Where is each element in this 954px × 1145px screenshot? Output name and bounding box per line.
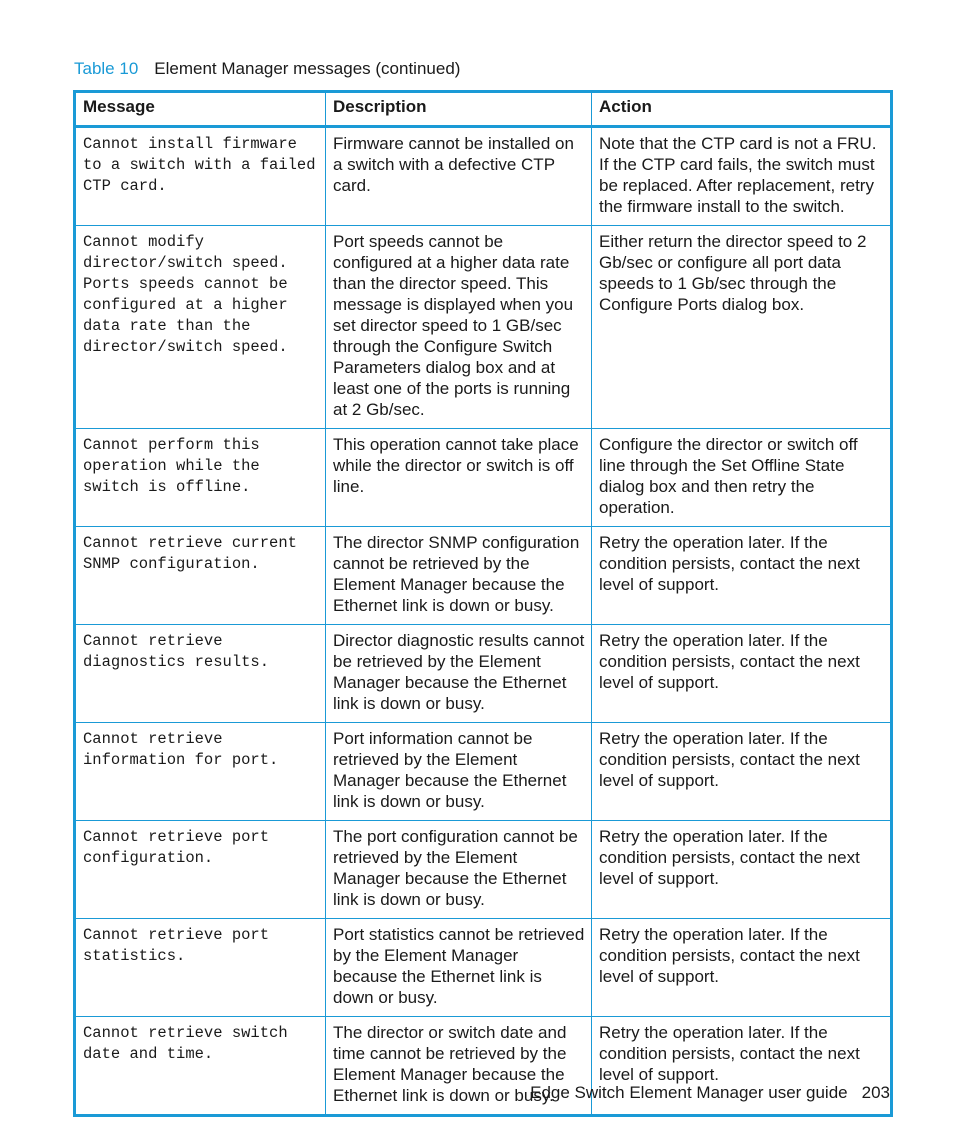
- message-cell: Cannot install firmware to a switch with a failed CTP card.: [75, 127, 326, 226]
- description-cell: Port speeds cannot be configured at a higher data rate than the director speed. This message is displayed when you set director speed to 1 GB/sec through the Configure Switch Parameters dialog box and at least one of the ports is running at 2 Gb/sec.: [326, 226, 592, 429]
- action-cell: Either return the director speed to 2 Gb/sec or configure all port data speeds to 1 Gb/sec through the Configure Ports dialog box.: [592, 226, 892, 429]
- message-cell: Cannot perform this operation while the switch is offline.: [75, 429, 326, 527]
- table-title: Element Manager messages (continued): [154, 59, 461, 78]
- header-message: Message: [75, 92, 326, 127]
- description-cell: The director SNMP configuration cannot be retrieved by the Element Manager because the Ethernet link is down or busy.: [326, 527, 592, 625]
- table-caption: [74, 58, 460, 80]
- description-cell: Port statistics cannot be retrieved by the Element Manager because the Ethernet link is down or busy.: [326, 919, 592, 1017]
- message-cell: Cannot retrieve information for port.: [75, 723, 326, 821]
- description-cell: This operation cannot take place while the director or switch is off line.: [326, 429, 592, 527]
- table-row: [75, 723, 892, 821]
- action-cell: Retry the operation later. If the condition persists, contact the next level of support.: [592, 919, 892, 1017]
- action-cell: Retry the operation later. If the condition persists, contact the next level of support.: [592, 821, 892, 919]
- table-header-row: [75, 92, 892, 127]
- page-footer: [530, 1082, 890, 1104]
- table-row: [75, 625, 892, 723]
- table-row: [75, 919, 892, 1017]
- table-row: [75, 527, 892, 625]
- action-cell: Note that the CTP card is not a FRU. If the CTP card fails, the switch must be replaced. After replacement, retry the firmware install to the switch.: [592, 127, 892, 226]
- description-cell: Port information cannot be retrieved by the Element Manager because the Ethernet link is down or busy.: [326, 723, 592, 821]
- description-cell: Firmware cannot be installed on a switch with a defective CTP card.: [326, 127, 592, 226]
- message-cell: Cannot retrieve diagnostics results.: [75, 625, 326, 723]
- table-number: Table 10: [74, 59, 139, 78]
- table-row: [75, 821, 892, 919]
- message-cell: Cannot retrieve switch date and time.: [75, 1017, 326, 1116]
- messages-table: [73, 90, 893, 1117]
- table-row: [75, 226, 892, 429]
- table-row: [75, 127, 892, 226]
- action-cell: Retry the operation later. If the condition persists, contact the next level of support.: [592, 1017, 892, 1116]
- action-cell: Retry the operation later. If the condition persists, contact the next level of support.: [592, 527, 892, 625]
- action-cell: Configure the director or switch off line through the Set Offline State dialog box and then retry the operation.: [592, 429, 892, 527]
- header-action: Action: [592, 92, 892, 127]
- description-cell: The port configuration cannot be retrieved by the Element Manager because the Ethernet link is down or busy.: [326, 821, 592, 919]
- description-cell: The director or switch date and time cannot be retrieved by the Element Manager because the Ethernet link is down or busy.: [326, 1017, 592, 1116]
- description-cell: Director diagnostic results cannot be retrieved by the Element Manager because the Ethernet link is down or busy.: [326, 625, 592, 723]
- header-description: Description: [326, 92, 592, 127]
- messages-table-container: [73, 90, 890, 1117]
- message-cell: Cannot retrieve current SNMP configuration.: [75, 527, 326, 625]
- table-row: [75, 429, 892, 527]
- action-cell: Retry the operation later. If the condition persists, contact the next level of support.: [592, 625, 892, 723]
- message-cell: Cannot retrieve port configuration.: [75, 821, 326, 919]
- guide-title: Edge Switch Element Manager user guide: [530, 1083, 848, 1102]
- message-cell: Cannot modify director/switch speed. Ports speeds cannot be configured at a higher data rate than the director/switch speed.: [75, 226, 326, 429]
- action-cell: Retry the operation later. If the condition persists, contact the next level of support.: [592, 723, 892, 821]
- message-cell: Cannot retrieve port statistics.: [75, 919, 326, 1017]
- page-number: 203: [861, 1083, 890, 1102]
